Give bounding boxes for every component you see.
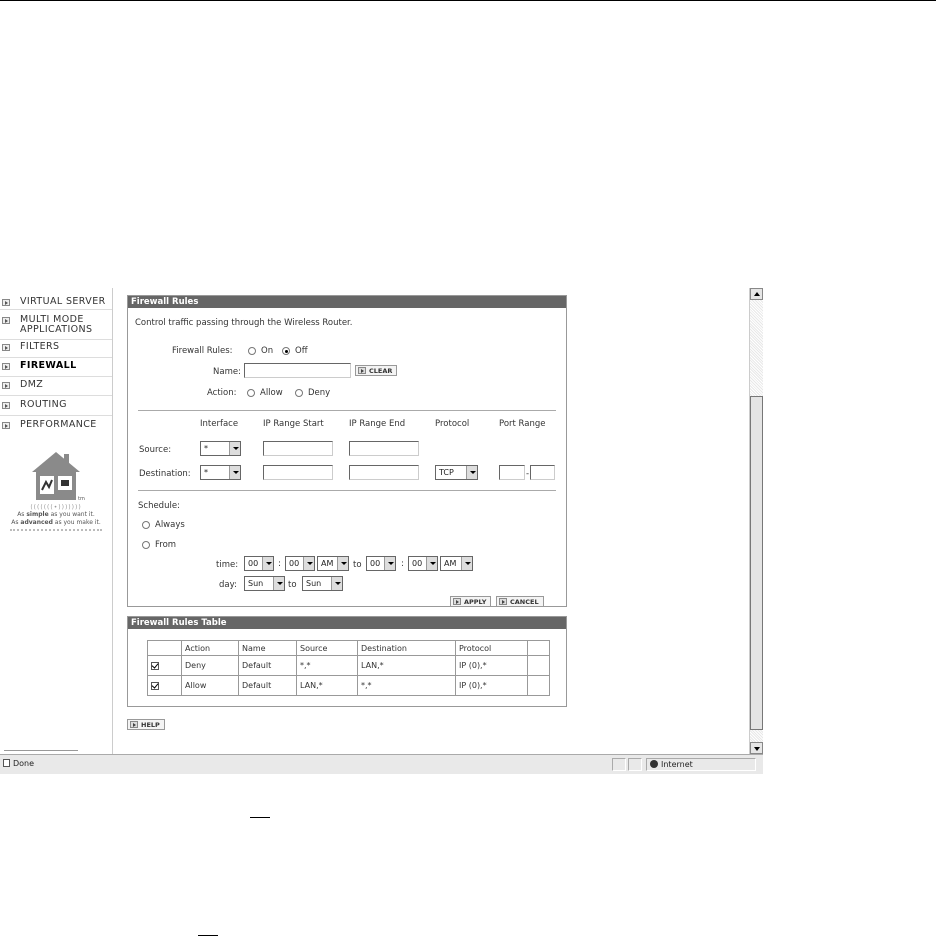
top-rule [0,0,936,1]
scroll-down-icon[interactable] [750,742,763,754]
on-label: On [261,346,274,356]
svg-text:tm: tm [78,496,85,502]
to-day-select[interactable]: Sun [302,576,343,591]
chevron-down-icon [337,557,348,570]
column-ip-range-end: IP Range End [349,419,406,429]
status-text: Done [0,758,610,771]
radio-always[interactable] [142,521,150,529]
logo-tagline-2: As advanced as you make it. [11,519,101,526]
arrow-icon [499,598,507,605]
cell-name: Default [239,676,297,696]
sidebar-item-virtual-server[interactable] [0,297,112,307]
from-ampm-select[interactable]: AM [317,556,349,571]
sidebar-item-label: VIRTUAL SERVER [20,296,106,307]
always-label: Always [155,520,185,530]
arrow-icon [2,402,10,409]
protocol-select[interactable]: TCP [435,465,478,480]
sidebar-item-label: FILTERS [20,341,60,352]
time-colon: : [401,559,404,569]
off-label: Off [295,346,308,356]
divider [0,415,112,416]
destination-interface-select[interactable]: * [200,465,241,480]
arrow-icon [2,344,10,351]
globe-icon [650,760,658,768]
to-label: to [288,580,297,590]
destination-ip-end-input[interactable] [349,465,419,480]
column-header [148,641,182,656]
time-colon: : [278,559,281,569]
browser-viewport [0,288,763,774]
port-end-input[interactable] [530,465,555,480]
status-cell [628,758,642,771]
chevron-down-icon [229,442,240,455]
chevron-down-icon [331,577,342,590]
divider [0,395,112,396]
cell-protocol: IP (0),* [456,676,528,696]
firewall-rules-table-panel [127,616,567,707]
column-header: Action [182,641,239,656]
description: Control traffic passing through the Wireless Router. [135,318,353,328]
chevron-down-icon [461,557,472,570]
row-checkbox-cell [148,656,182,676]
sidebar-item-performance[interactable] [0,420,112,430]
column-header: Destination [358,641,456,656]
radio-from[interactable] [142,541,150,549]
scrollbar-thumb[interactable] [750,396,763,730]
sidebar-item-filters[interactable] [0,342,112,352]
radio-allow[interactable] [247,389,255,397]
panel-title: Firewall Rules Table [128,617,566,629]
source-ip-start-input[interactable] [263,441,333,456]
to-label: to [353,560,362,570]
row-checkbox-cell [148,676,182,696]
from-minute-select[interactable]: 00 [285,556,315,571]
radio-off[interactable] [282,347,290,355]
chevron-down-icon [426,557,437,570]
brand-logo [2,450,110,542]
to-minute-select[interactable]: 00 [408,556,438,571]
table-header-row [148,641,550,656]
name-input[interactable] [244,363,351,378]
cell-action: Allow [182,676,239,696]
column-header: Source [297,641,358,656]
radio-deny[interactable] [295,389,303,397]
sidebar-item-dmz[interactable] [0,380,112,390]
deny-label: Deny [308,388,331,398]
column-interface: Interface [200,419,239,429]
cell-name: Default [239,656,297,676]
panel-title: Firewall Rules [128,296,566,308]
divider [138,410,556,411]
schedule-label: Schedule: [138,501,180,511]
sidebar-item-multi-mode-applications[interactable] [0,315,112,335]
column-header [528,641,550,656]
cell-empty [528,676,550,696]
zone-indicator: Internet [646,758,756,771]
vertical-scrollbar[interactable] [749,288,763,754]
cell-empty [528,656,550,676]
destination-label: Destination: [139,469,191,479]
cell-destination: LAN,* [358,656,456,676]
divider [0,339,112,340]
from-label: From [155,540,177,550]
sidebar-item-label: ROUTING [20,399,67,410]
sidebar-item-label: FIREWALL [20,360,77,371]
underline-mark [198,935,218,936]
underline-mark [250,817,270,818]
sidebar-item-label: MULTI MODE APPLICATIONS [20,314,93,335]
sidebar-item-label: PERFORMANCE [20,419,97,430]
scroll-up-icon[interactable] [750,288,763,300]
arrow-icon [453,598,461,605]
column-ip-range-start: IP Range Start [263,419,324,429]
destination-ip-start-input[interactable] [263,465,333,480]
sidebar-item-routing[interactable] [0,400,112,410]
chevron-down-icon [262,557,273,570]
arrow-icon [2,299,10,306]
sidebar-item-firewall[interactable] [0,361,112,371]
to-hour-select[interactable]: 00 [366,556,396,571]
clear-button[interactable]: CLEAR [355,365,397,376]
source-label: Source: [139,445,172,455]
from-hour-select[interactable]: 00 [244,556,274,571]
name-label: Name: [213,367,241,377]
page-icon [3,759,10,767]
divider [4,750,78,751]
time-label: time: [216,560,239,570]
column-port-range: Port Range [499,419,546,429]
chevron-down-icon [229,466,240,479]
divider [0,376,112,377]
divider [138,490,556,491]
firewall-rules-label: Firewall Rules: [172,346,233,356]
arrow-icon [358,367,366,374]
logo-tagline-1: As simple as you want it. [17,511,95,518]
house-icon [26,450,86,502]
chevron-down-icon [303,557,314,570]
dotted-divider [10,529,102,531]
status-cell [612,758,626,771]
arrow-icon [2,363,10,370]
radio-on[interactable] [248,347,256,355]
rules-table [147,640,550,696]
column-header: Protocol [456,641,528,656]
cell-protocol: IP (0),* [456,656,528,676]
cell-source: LAN,* [297,676,358,696]
day-label: day: [219,580,237,590]
arrow-icon [130,721,138,728]
column-header: Name [239,641,297,656]
port-start-input[interactable] [499,465,525,480]
divider [0,309,112,310]
cell-action: Deny [182,656,239,676]
divider [0,357,112,358]
status-bar [0,754,763,774]
chevron-down-icon [273,577,284,590]
column-protocol: Protocol [435,419,470,429]
signal-graphic: (((((((•))))))) [30,504,82,511]
row-checkbox[interactable] [151,682,159,690]
action-label: Action: [207,388,237,398]
sidebar-nav [0,288,113,754]
arrow-icon [2,382,10,389]
apply-button[interactable]: APPLY [450,596,491,607]
cancel-button[interactable]: CANCEL [496,596,544,607]
table-row[interactable] [148,656,550,676]
cell-destination: *,* [358,676,456,696]
arrow-icon [2,317,10,324]
sidebar-item-label: DMZ [20,379,44,390]
row-checkbox[interactable] [151,662,159,670]
from-day-select[interactable]: Sun [244,576,285,591]
firewall-rules-panel [127,295,567,607]
table-row[interactable] [148,676,550,696]
port-separator: - [526,469,530,479]
source-ip-end-input[interactable] [349,441,419,456]
source-interface-select[interactable]: * [200,441,241,456]
help-button[interactable]: HELP [127,719,165,730]
chevron-down-icon [466,466,477,479]
arrow-icon [2,422,10,429]
allow-label: Allow [260,388,283,398]
to-ampm-select[interactable]: AM [440,556,473,571]
cell-source: *,* [297,656,358,676]
chevron-down-icon [384,557,395,570]
